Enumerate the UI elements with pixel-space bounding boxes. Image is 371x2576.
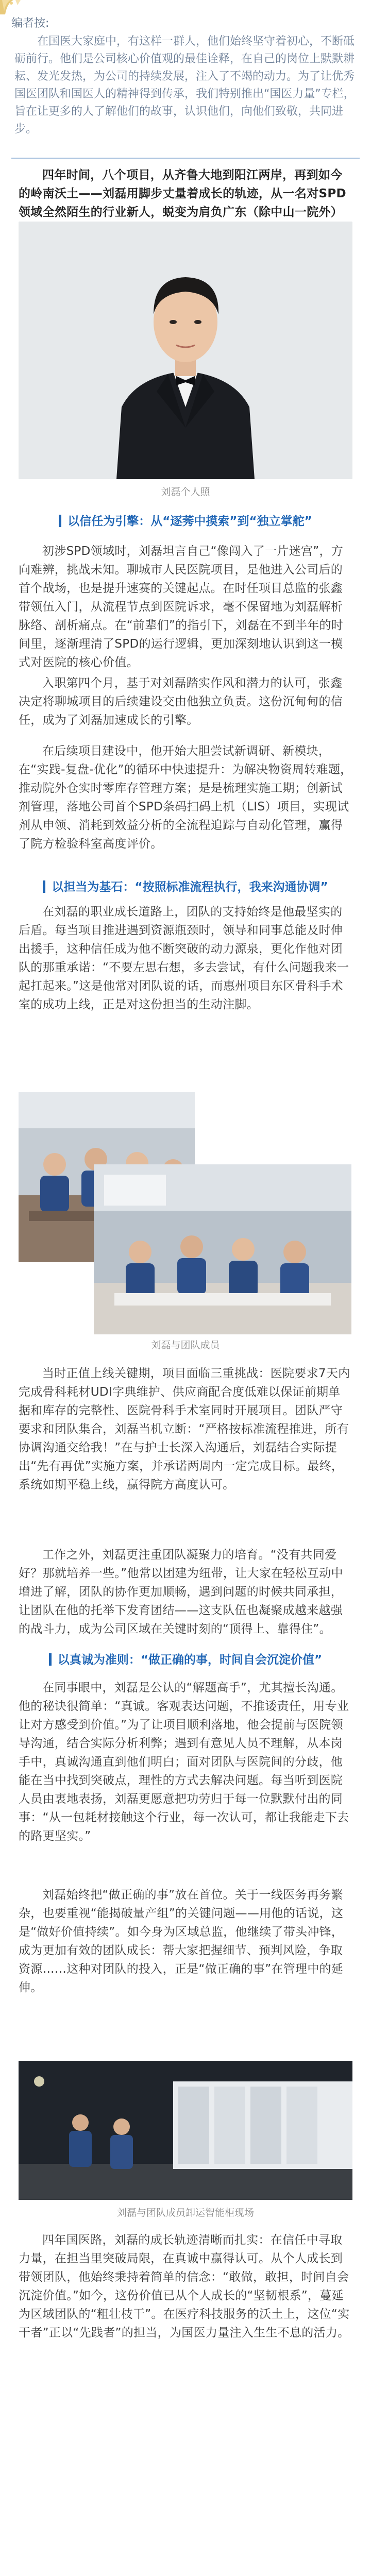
editor-note [11, 14, 360, 138]
editor-note-label: 编者按: [11, 17, 49, 30]
section1-title [11, 510, 360, 533]
team-photo-2 [94, 1164, 351, 1334]
section2-title [11, 876, 360, 899]
section1-paragraph-2: 入职第四个月，基于对刘磊踏实作风和潜力的认可，张鑫决定将聊城项目的后续建设交由他独立负责。这份沉甸甸的信任，成为了刘磊加速成长的引擎。 [19, 676, 343, 727]
section2-title-text: 以担当为基石：“按照标准流程执行，我来沟通协调” [52, 880, 328, 894]
section-marker-icon [59, 515, 61, 527]
closing-paragraph: 四年国医路，刘磊的成长轨迹清晰而扎实：在信任中寻取力量，在担当里突破局限，在真诚中赢得认可。从个人成长到带领团队，他始终秉持着简单的信念：“敢做，敢担，时间自会沉淀价值。”如今，这份价值已从个人成长的“坚韧根系”，蔓延为区域团队的“粗壮枝干”。在医疗科技服务的沃土上，这位“实干者”正以“先践者”的担当，为国医力量注入生生不息的活力。 [19, 2233, 350, 2340]
section2-paragraph-3: 工作之外，刘磊更注重团队凝聚力的培育。“没有共同爱好？那就培养一些。”他常以团建为纽带，让大家在轻松互动中增进了解，团队的协作更加顺畅，遇到问题的时候共同承担，让团队在他的托举下发育团结——这支队伍也凝聚成越来越强的战斗力，成为公司区域在关键时刻的“顶得上、靠得住”。 [19, 1548, 343, 1636]
intro-lead: 四年时间，八个项目，从齐鲁大地到阳江两岸，再到如今的岭南沃土——刘磊用脚步丈量着成长的轨迹，从一名对SPD领域全然陌生的行业新人，蜕变为肩负广东（除中山一院外） [19, 168, 346, 219]
unloading-photo-caption: 刘磊与团队成员卸运智能柜现场 [116, 2207, 254, 2218]
corner-decoration-icon [0, 0, 31, 14]
section1-paragraph-1: 初涉SPD领域时，刘磊坦言自己“像闯入了一片迷宫”，方向难辨，挑战未知。聊城市人民医院项目，是他进入公司后的首个战场，也是提升速赛的关键起点。在时任项目总监的张鑫带领伍入门，从流程节点到医院诉求，毫不保留地为刘磊解析脉络、剖析痛点。在“前辈们”的指引下，刘磊在不到半年的时间里，逐渐理清了SPD的运行逻辑，更加深刻地认识到这一模式对医院的核心价值。 [19, 545, 344, 669]
section3-title-text: 以真诚为准则：“做正确的事，时间自会沉淀价值” [57, 1653, 323, 1667]
portrait-caption: 刘磊个人照 [161, 486, 210, 498]
unloading-photo [19, 2061, 352, 2200]
section3-title [11, 1649, 360, 1671]
section3-paragraph-1: 在同事眼中，刘磊是公认的“解题高手”，尤其擅长沟通。他的秘诀很简单：“真诚。客观表达问题，不推诿责任，用专业让对方感受到价值。”为了让项目顺利落地，他会提前与医院领导沟通，结合实际分析利弊；遇到有意见人员不理解，从本岗手中，真诚沟通直到他们明白；面对团队与医院间的分歧，他能在当中找到突破点，理性的方式去解决问题。每当听到医院人员由衷地表扬，刘磊更愿意把功劳归于每一位默默付出的同事：“从一包耗材接触这个行业，每一次认可，都让我能走下去的路更坚实。” [19, 1681, 349, 1843]
team-photo-caption: 刘磊与团队成员 [151, 1340, 220, 1351]
section-marker-icon [43, 880, 45, 893]
section1-paragraph-3: 在后续项目建设中，他开始大胆尝试新调研、新模块，在“实践-复盘-优化”的循环中快速提升：为解决物资周转难题，推动院外仓实时零库存管理方案；是是梳理实施工期；创新试剂管理，落地公司首个SPD条码扫码上机（LIS）项目，实现试剂从申领、消耗到效益分析的全流程追踪与自动化管理，赢得了院方检验科室高度评价。 [19, 744, 352, 851]
portrait-photo [19, 222, 352, 479]
section3-paragraph-2: 刘磊始终把“做正确的事”放在首位。关于一线医务再务繁杂，也要重视“能揭破量产组”的关键问题——用他的话说，这是“做好价值持续”。如今身为区域总监，他继续了带头冲锋，成为更加有效的团队成长：帮大家把握细节、预判风险，争取资源……这种对团队的投入，正是“做正确的事”在管理中的延伸。 [19, 1888, 344, 1994]
section-marker-icon [49, 1653, 52, 1666]
section1-title-text: 以信任为引擎：从“逐莠中摸索”到“独立掌舵” [68, 515, 312, 528]
section2-paragraph-2: 当时正值上线关键期，项目面临三重挑战：医院要求7天内完成骨科耗材UDI字典维护、供应商配合度低难以保证前期单据和库存的完整性、医院骨科手术室同时开展项目。团队严守要求和团队集合，刘磊当机立断：“严格按标准流程推进，所有协调沟通交给我！”在与护士长深入沟通后，刘磊结合实际提出“先有再优”实施方案，并承诺两周内一定完成目标。最终，系统如期平稳上线，赢得院方高度认可。 [19, 1367, 350, 1492]
section-divider [11, 158, 360, 159]
editor-note-text: 在国医大家庭中，有这样一群人，他们始终坚守着初心，不断砥砺前行。他们是公司核心价值观的最佳诠释，在自己的岗位上默默耕耘、发光发热，为公司的持续发展，注入了不竭的动力。为了让优秀国医团队和国医人的精神得到传承，我们特别推出“国医力量”专栏，旨在让更多的人了解他们的故事，认识他们，向他们致敬，共同进步。 [14, 35, 355, 135]
section2-paragraph-1: 在刘磊的职业成长道路上，团队的支持始终是他最坚实的后盾。每当项目推进遇到资源瓶颈时，领导和同事总能及时伸出援手，这种信任成为他不断突破的动力源泉，更化作他对团队的那重承诺：“不要左思右想，多去尝试，有什么问题我来一起扛起来。”这是他常对团队说的话，而惠州项目东区骨科手术室的成功上线，正是对这份担当的生动注脚。 [19, 905, 349, 1011]
